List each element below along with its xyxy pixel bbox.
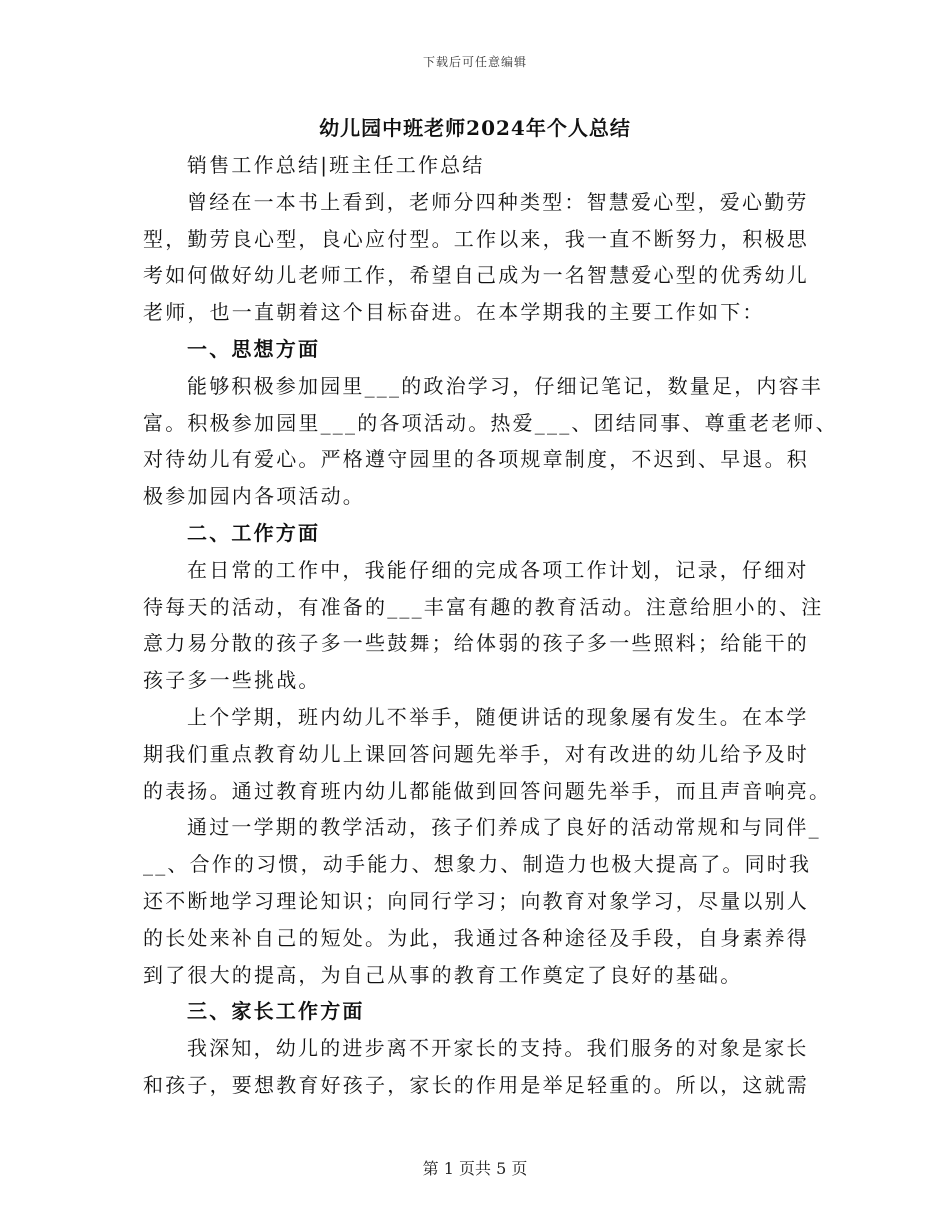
text-line: 老师，也一直朝着这个目标奋进。在本学期我的主要工作如下： <box>143 300 765 325</box>
document-title: 幼儿园中班老师2024年个人总结 <box>319 116 631 140</box>
text-line: 和孩子，要想教育好孩子，家长的作用是举足轻重的。所以，这就需 <box>143 1072 809 1097</box>
header-note: 下载后可任意编辑 <box>422 55 527 69</box>
page-number: 第 1 页共 5 页 <box>422 1159 528 1178</box>
text-line: 的表扬。通过教育班内幼儿都能做到回答问题先举手，而且声音响亮。 <box>143 778 832 803</box>
section-heading: 二、工作方面 <box>187 520 321 545</box>
text-line: 期我们重点教育幼儿上课回答问题先举手，对有改进的幼儿给予及时 <box>143 741 809 766</box>
text-line: 考如何做好幼儿老师工作，希望自己成为一名智慧爱心型的优秀幼儿 <box>143 263 809 288</box>
section-heading: 一、思想方面 <box>187 336 321 361</box>
text-line: 上个学期，班内幼儿不举手，随便讲话的现象屡有发生。在本学 <box>187 704 809 729</box>
text-line: 我深知，幼儿的进步离不开家长的支持。我们服务的对象是家长 <box>187 1036 809 1061</box>
text-line: 对待幼儿有爱心。严格遵守园里的各项规章制度，不迟到、早退。积 <box>143 447 809 472</box>
text-line: 还不断地学习理论知识；向同行学习；向教育对象学习，尽量以别人 <box>143 888 809 913</box>
text-line: __、合作的习惯，动手能力、想象力、制造力也极大提高了。同时我 <box>143 852 812 877</box>
text-line: 销售工作总结|班主任工作总结 <box>187 153 485 177</box>
section-heading: 三、家长工作方面 <box>187 999 365 1024</box>
text-line: 型，勤劳良心型，良心应付型。工作以来，我一直不断努力，积极思 <box>143 226 809 251</box>
document-body <box>143 113 838 1104</box>
text-line: 富。积极参加园里___的各项活动。热爱___、团结同事、尊重老老师、 <box>143 410 838 435</box>
text-line: 曾经在一本书上看到，老师分四种类型：智慧爱心型，爱心勤劳 <box>187 189 809 214</box>
text-line: 意力易分散的孩子多一些鼓舞；给体弱的孩子多一些照料；给能干的 <box>143 631 809 656</box>
text-line: 极参加园内各项活动。 <box>143 484 365 509</box>
text-line: 待每天的活动，有准备的___丰富有趣的教育活动。注意给胆小的、注 <box>143 594 824 619</box>
text-line: 在日常的工作中，我能仔细的完成各项工作计划，记录，仔细对 <box>187 557 809 582</box>
text-line: 到了很大的提高，为自己从事的教育工作奠定了良好的基础。 <box>143 962 743 987</box>
text-line: 的长处来补自己的短处。为此，我通过各种途径及手段，自身素养得 <box>143 925 809 950</box>
document-lines <box>143 147 838 1104</box>
text-line: 孩子多一些挑战。 <box>143 668 321 693</box>
text-line: 通过一学期的教学活动，孩子们养成了良好的活动常规和与同伴_ <box>187 815 821 840</box>
text-line: 能够积极参加园里___的政治学习，仔细记笔记，数量足，内容丰 <box>187 373 823 398</box>
